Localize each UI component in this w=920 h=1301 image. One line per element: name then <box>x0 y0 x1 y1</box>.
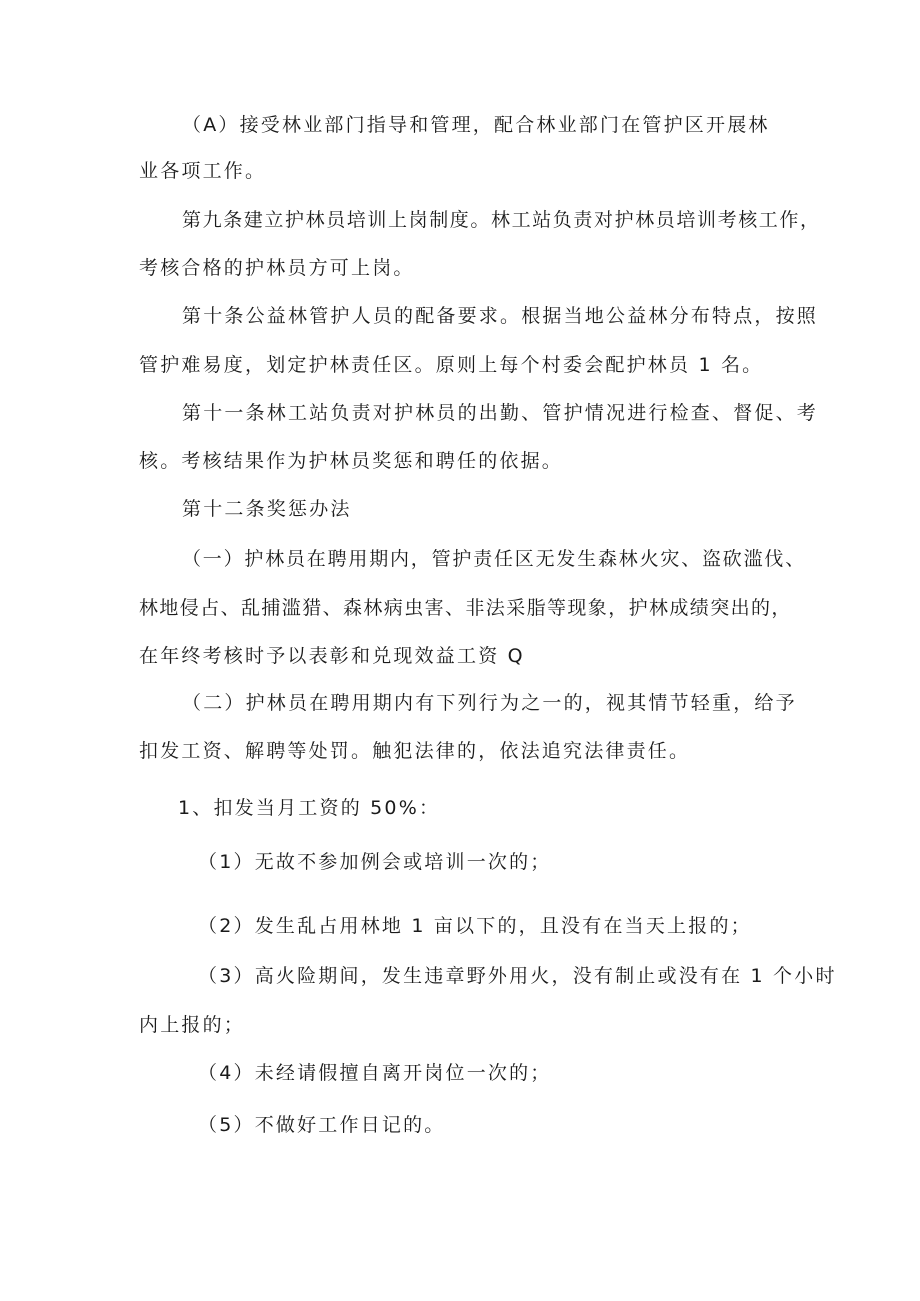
list-item: （3）高火险期间，发生违章野外用火，没有制止或没有在 1 个小时 <box>198 965 837 987</box>
text-line: 第十一条林工站负责对护林员的出勤、管护情况进行检查、督促、考 <box>182 402 819 424</box>
list-item: （4）未经请假擅自离开岗位一次的； <box>198 1062 552 1084</box>
list-item: （1）无故不参加例会或培训一次的； <box>198 851 552 873</box>
section-heading: 第十二条奖惩办法 <box>182 498 352 520</box>
text-line: 第九条建立护林员培训上岗制度。林工站负责对护林员培训考核工作， <box>182 209 821 231</box>
text-line: 核。考核结果作为护林员奖惩和聘任的依据。 <box>139 450 564 472</box>
list-item: 1、扣发当月工资的 50%： <box>178 797 441 819</box>
text-line: 扣发工资、解聘等处罚。触犯法律的，依法追究法律责任。 <box>139 740 691 762</box>
text-line: （一）护林员在聘用期内，管护责任区无发生森林火灾、盗砍滥伐、 <box>182 548 807 570</box>
text-line: 业各项工作。 <box>139 160 267 182</box>
list-item: （5）不做好工作日记的。 <box>198 1114 446 1136</box>
text-line: 内上报的； <box>139 1014 246 1036</box>
text-line: 管护难易度，划定护林责任区。原则上每个村委会配护林员 1 名。 <box>139 354 764 376</box>
text-line: 考核合格的护林员方可上岗。 <box>139 257 415 279</box>
text-line: （A）接受林业部门指导和管理，配合林业部门在管护区开展林 <box>182 114 770 136</box>
text-line: （二）护林员在聘用期内有下列行为之一的，视其情节轻重，给予 <box>182 692 797 714</box>
text-line: 在年终考核时予以表彰和兑现效益工资 Q <box>139 645 525 667</box>
text-line: 林地侵占、乱捕滥猎、森林病虫害、非法采脂等现象，护林成绩突出的， <box>139 597 792 619</box>
list-item: （2）发生乱占用林地 1 亩以下的，且没有在当天上报的； <box>198 915 752 937</box>
text-line: 第十条公益林管护人员的配备要求。根据当地公益林分布特点，按照 <box>182 305 819 327</box>
